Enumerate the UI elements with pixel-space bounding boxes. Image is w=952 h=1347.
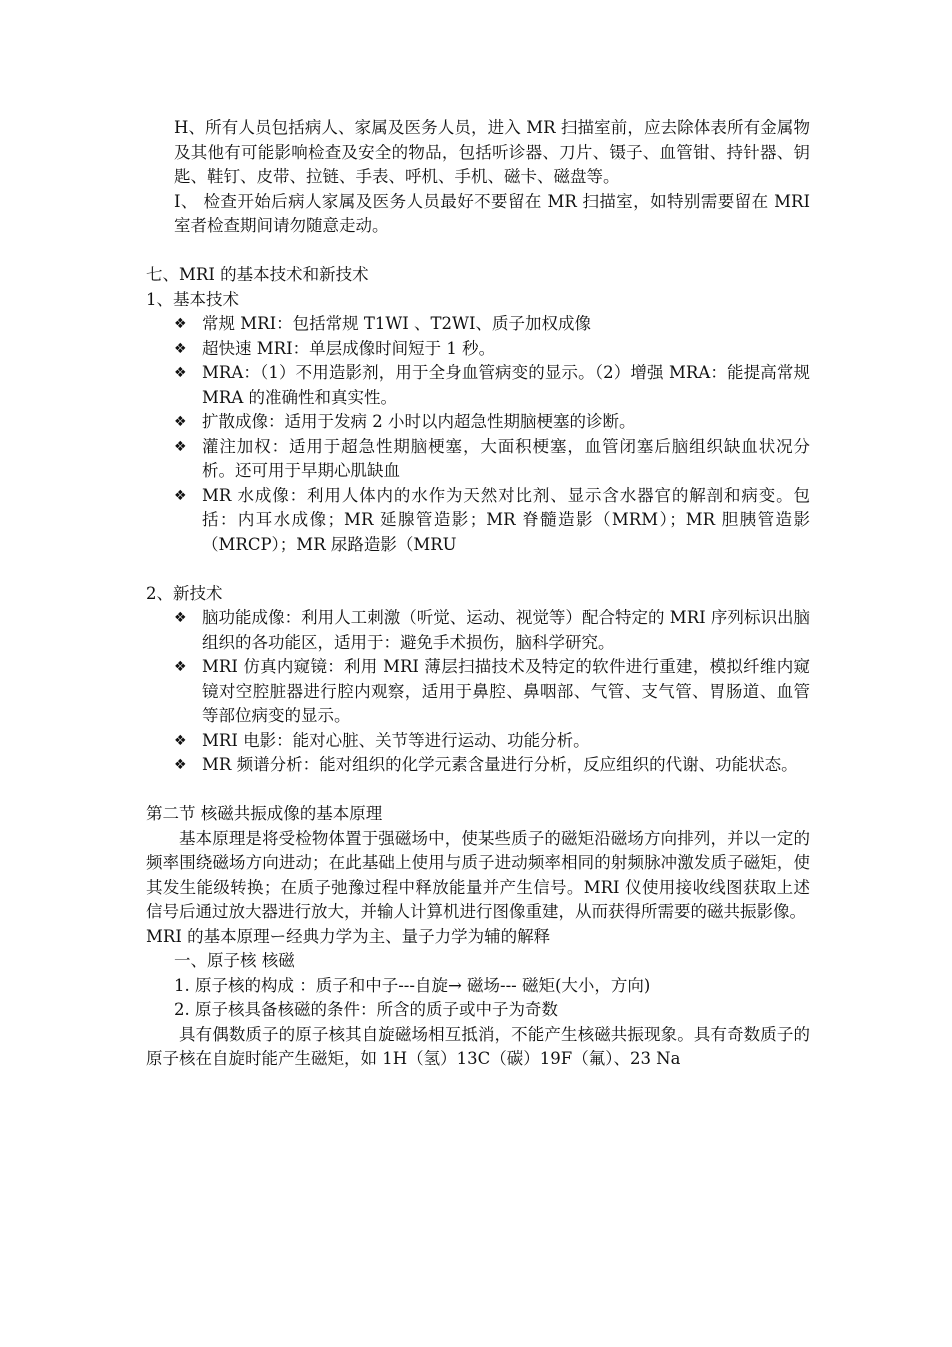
diamond-bullet-icon: ❖ [174, 659, 187, 675]
list-item: ❖ 常规 MRI：包括常规 T1WI 、T2WI、质子加权成像 [174, 312, 810, 337]
list-item: ❖ 扩散成像：适用于发病 2 小时以内超急性期脑梗塞的诊断。 [174, 410, 810, 435]
list-item: ❖ MRA：（1）不用造影剂，用于全身血管病变的显示。（2）增强 MRA：能提高常规 MRA 的准确性和真实性。 [174, 363, 810, 407]
new-tech-heading: 2、新技术 [146, 583, 223, 603]
diamond-bullet-icon: ❖ [174, 316, 187, 332]
diamond-bullet-icon: ❖ [174, 610, 187, 626]
diamond-bullet-icon: ❖ [174, 487, 187, 504]
closing-paragraph: 具有偶数质子的原子核其自旋磁场相互抵消，不能产生核磁共振现象。具有奇数质子的原子核在自旋时能产生磁矩，如 1H（氢）13C（碳）19F（氟）、23 Na [146, 1024, 810, 1068]
explanation-line: MRI 的基本原理ー经典力学为主、量子力学为辅的解释 [146, 926, 551, 946]
spacer [146, 557, 810, 582]
principle-paragraph: 基本原理是将受检物体置于强磁场中，使某些质子的磁矩沿磁场方向排列，并以一定的频率围绕磁场方向进动；在此基础上使用与质子进动频率相同的射频脉冲激发质子磁矩，使其发生能级转换；在质子弛豫过程中释放能量并产生信号。MRI 仪使用接收线图获取上述信号后通过放大器进行放大，并输人计算机进行图像重建，从而获得所需要的磁共振影像。 [146, 828, 810, 921]
basic-tech-list [146, 312, 810, 557]
new-tech-list [146, 606, 810, 778]
item-i-paragraph: I、 检查开始后病人家属及医务人员最好不要留在 MR 扫描室，如特别需要留在 MRI 室者检查期间请勿随意走动。 [174, 191, 810, 235]
list-item: ❖ MR 频谱分析：能对组织的化学元素含量进行分析，反应组织的代谢、功能状态。 [174, 753, 810, 778]
spacer [146, 778, 810, 803]
nucleus-point-2: 2. 原子核具备核磁的条件：所含的质子或中子为奇数 [174, 1000, 558, 1019]
list-item: ❖ 脑功能成像：利用人工刺激（听觉、运动、视觉等）配合特定的 MRI 序列标识出脑组织的各功能区，适用于：避免手术损伤，脑科学研究。 [174, 608, 810, 652]
diamond-bullet-icon: ❖ [174, 438, 187, 455]
item-h-paragraph: H、所有人员包括病人、家属及医务人员，进入 MR 扫描室前，应去除体表所有金属物及其他有可能影响检查及安全的物品，包括听诊器、刀片、镊子、血管钳、持针器、钥匙、鞋钉、皮带、拉链、手表、呼机、手机、磁卡、磁盘等。 [174, 118, 810, 186]
spacer [146, 239, 810, 264]
diamond-bullet-icon: ❖ [174, 414, 187, 430]
list-item: ❖ 超快速 MRI：单层成像时间短于 1 秒。 [174, 337, 810, 362]
nucleus-point-1: 1. 原子核的构成 ：质子和中子---自旋→ 磁场--- 磁矩(大小，方向) [174, 975, 651, 995]
nucleus-subheading: 一、原子核 核磁 [174, 951, 295, 970]
diamond-bullet-icon: ❖ [174, 365, 187, 381]
diamond-bullet-icon: ❖ [174, 340, 187, 357]
document-body [146, 116, 810, 1072]
basic-tech-heading: 1、基本技术 [146, 289, 239, 309]
diamond-bullet-icon: ❖ [174, 732, 187, 749]
section-seven-heading: 七、MRI 的基本技术和新技术 [146, 265, 369, 284]
diamond-bullet-icon: ❖ [174, 757, 187, 773]
list-item: ❖ MR 水成像：利用人体内的水作为天然对比剂、显示含水器官的解剖和病变。包括：内耳水成像；MR 延腺管造影；MR 脊髓造影（MRM）；MR 胆胰管造影（MRCP）；MR 尿路造影（MRU [174, 485, 810, 554]
list-item: ❖ 灌注加权：适用于超急性期脑梗塞，大面积梗塞，血管闭塞后脑组织缺血状况分析。还可用于早期心肌缺血 [174, 436, 810, 480]
list-item: ❖ MRI 电影：能对心脏、关节等进行运动、功能分析。 [174, 729, 810, 754]
list-item: ❖ MRI 仿真内窥镜：利用 MRI 薄层扫描技术及特定的软件进行重建，模拟纤维内窥镜对空腔脏器进行腔内观察，适用于鼻腔、鼻咽部、气管、支气管、胃肠道、血管等部位病变的显示。 [174, 657, 810, 725]
section-two-heading: 第二节 核磁共振成像的基本原理 [146, 804, 383, 823]
